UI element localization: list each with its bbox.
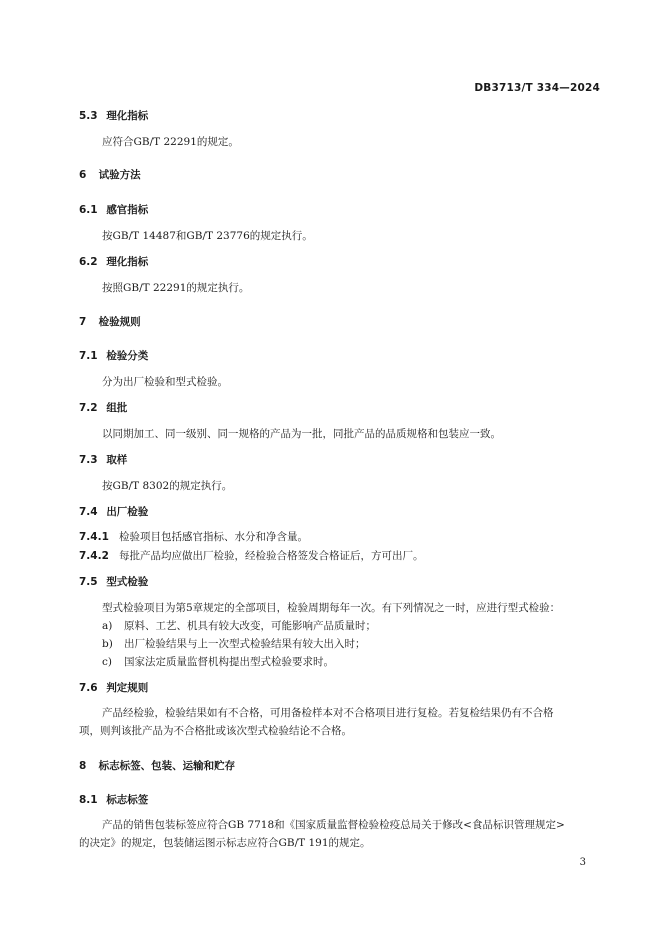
paragraph-6-2: 按照GB/T 22291的规定执行。 [102,282,250,294]
paragraph-7-1: 分为出厂检验和型式检验。 [102,376,228,388]
standard-code: DB3713/T 334—2024 [474,82,600,94]
paragraph-6-1: 按GB/T 14487和GB/T 23776的规定执行。 [102,230,313,242]
heading-7-6: 7.6 判定规则 [79,682,149,694]
heading-8: 8 标志标签、包装、运输和贮存 [79,760,236,772]
paragraph-7-6-line2: 项，则判该批产品为不合格批或该次型式检验结论不合格。 [79,725,352,737]
paragraph-5-3: 应符合GB/T 22291的规定。 [102,136,239,148]
heading-7-3: 7.3 取样 [79,454,128,466]
heading-7-2: 7.2 组批 [79,402,128,414]
heading-6: 6 试验方法 [79,169,141,181]
heading-7-5: 7.5 型式检验 [79,576,149,588]
paragraph-7-5: 型式检验项目为第5章规定的全部项目，检验周期每年一次。有下列情况之一时，应进行型式检验： [102,602,561,614]
paragraph-7-3: 按GB/T 8302的规定执行。 [102,480,233,492]
list-item-c: c) 国家法定质量监督机构提出型式检验要求时。 [102,656,334,668]
heading-7-4: 7.4 出厂检验 [79,506,149,518]
heading-5-3: 5.3 理化指标 [79,110,149,122]
paragraph-7-6-line1: 产品经检验，检验结果如有不合格，可用备检样本对不合格项目进行复检。若复检结果仍有不合格 [102,707,554,719]
paragraph-7-2: 以同期加工、同一级别、同一规格的产品为一批，同批产品的品质规格和包装应一致。 [102,428,501,440]
heading-8-1: 8.1 标志标签 [79,794,149,806]
heading-7-1: 7.1 检验分类 [79,350,149,362]
heading-6-2: 6.2 理化指标 [79,256,149,268]
clause-7-4-1: 7.4.1 检验项目包括感官指标、水分和净含量。 [79,531,308,543]
list-item-a: a) 原料、工艺、机具有较大改变，可能影响产品质量时； [102,620,376,632]
heading-6-1: 6.1 感官指标 [79,204,149,216]
list-item-b: b) 出厂检验结果与上一次型式检验结果有较大出入时； [102,638,366,650]
paragraph-8-1-line1: 产品的销售包装标签应符合GB 7718和《国家质量监督检验检疫总局关于修改<食品标识管理规定> [102,819,565,831]
paragraph-8-1-line2: 的决定》的规定，包装储运图示标志应符合GB/T 191的规定。 [79,837,371,849]
page-number: 3 [579,857,586,868]
heading-7: 7 检验规则 [79,316,141,328]
clause-7-4-2: 7.4.2 每批产品均应做出厂检验，经检验合格签发合格证后，方可出厂。 [79,550,424,562]
